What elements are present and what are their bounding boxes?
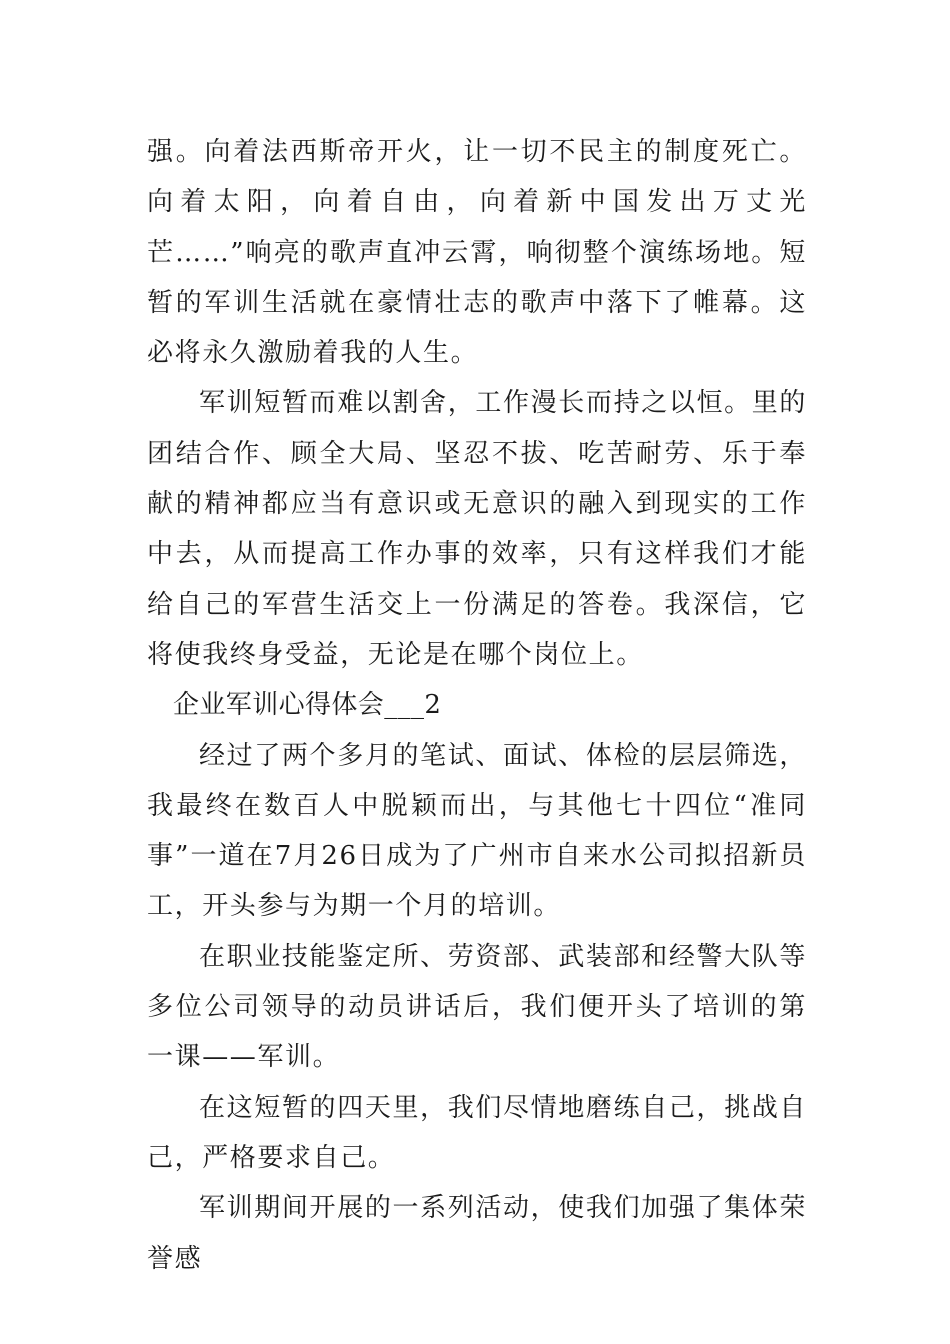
paragraph: 军训短暂而难以割舍，工作漫长而持之以恒。里的团结合作、顾全大局、坚忍不拔、吃苦耐劳、乐于奉献的精神都应当有意识或无意识的融入到现实的工作中去，从而提高工作办事的效率，只有这样我们才能给自己的军营生活交上一份满足的答卷。我深信，它将使我终身受益，无论是在哪个岗位上。 — [147, 388, 807, 670]
paragraph: 军训期间开展的一系列活动，使我们加强了集体荣誉感 — [147, 1193, 807, 1274]
document-body — [147, 127, 807, 1284]
section-heading: 企业军训心得体会___2 — [173, 690, 442, 721]
paragraph-continuation: 强。向着法西斯帝开火，让一切不民主的制度死亡。向着太阳，向着自由，向着新中国发出万丈光芒……”响亮的歌声直冲云霄，响彻整个演练场地。短暂的军训生活就在豪情壮志的歌声中落下了帷幕。这必将永久激励着我的人生。 — [147, 137, 807, 369]
paragraph: 在职业技能鉴定所、劳资部、武装部和经警大队等多位公司领导的动员讲话后，我们便开头了培训的第一课——军训。 — [147, 941, 807, 1073]
paragraph: 经过了两个多月的笔试、面试、体检的层层筛选，我最终在数百人中脱颖而出，与其他七十四位“准同事”一道在7月26日成为了广州市自来水公司拟招新员工，开头参与为期一个月的培训。 — [147, 740, 807, 922]
paragraph: 在这短暂的四天里，我们尽情地磨练自己，挑战自己，严格要求自己。 — [147, 1092, 807, 1173]
